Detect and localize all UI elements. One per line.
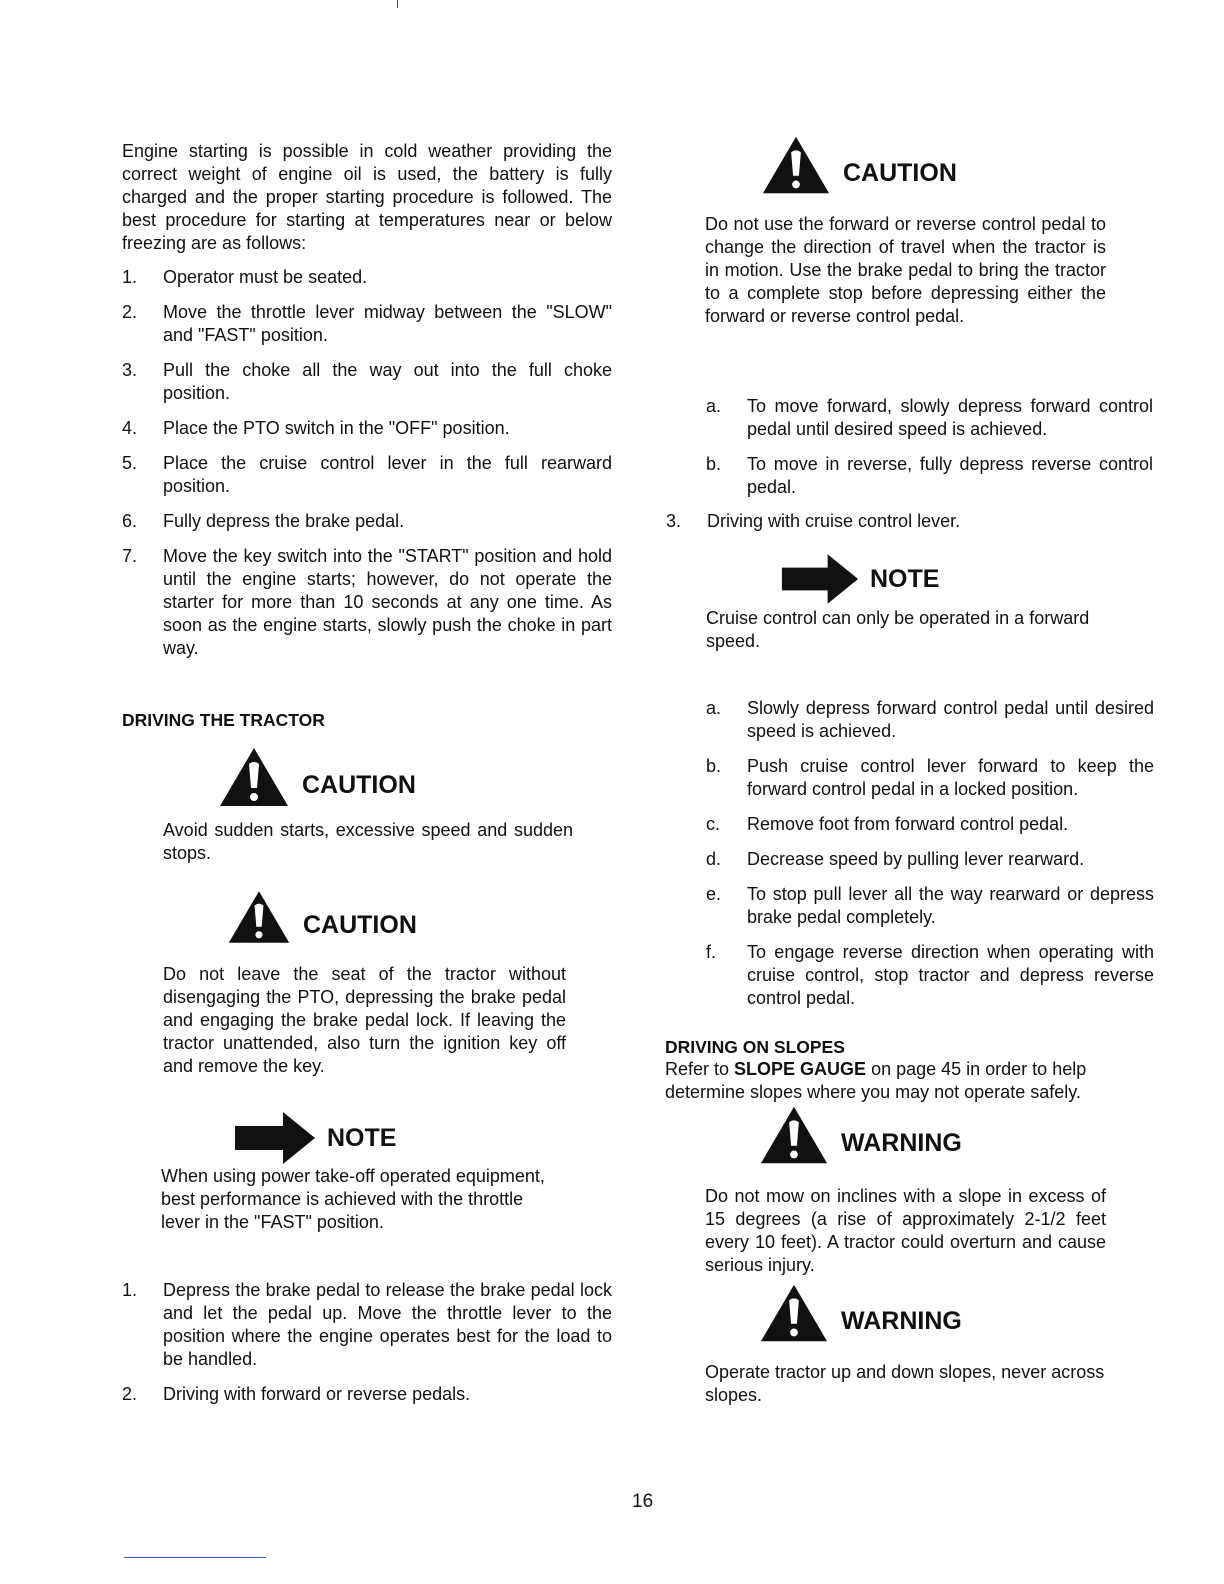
footer-rule xyxy=(124,1557,266,1558)
intro-paragraph: Engine starting is possible in cold weather providing the correct weight of engine oil is used, the battery is fully charged and the proper starting procedure is followed. The best procedure for starting at temperatures near or below freezing are as follows: xyxy=(122,141,612,253)
list-item: f. To engage reverse direction when operating with cruise control, stop tractor and depress reverse control pedal. xyxy=(706,942,1154,1008)
note-label: NOTE xyxy=(327,1123,397,1152)
caution-sign-1 xyxy=(218,746,416,808)
list-item: 7. Move the key switch into the "START" position and hold until the engine starts; however, do not operate the starter for more than 10 seconds at any one time. As soon as the engine starts, slowly push the choke in part way. xyxy=(122,546,612,658)
driving-heading: DRIVING THE TRACTOR xyxy=(122,710,325,730)
warning-triangle-icon xyxy=(761,134,831,196)
note-text-1: When using power take-off operated equipment, best performance is achieved with the throttle lever in the "FAST" position. xyxy=(161,1166,545,1232)
note-sign-2 xyxy=(780,550,939,608)
list-item: 5. Place the cruise control lever in the full rearward position. xyxy=(122,453,612,496)
list-item: b. Push cruise control lever forward to keep the forward control pedal in a locked position. xyxy=(706,756,1154,799)
list-item: b. To move in reverse, fully depress reverse control pedal. xyxy=(706,454,1153,497)
warning-label: WARNING xyxy=(841,1128,962,1157)
note-label: NOTE xyxy=(870,564,940,593)
list-item: 3. Pull the choke all the way out into the full choke position. xyxy=(122,360,612,403)
caution-text-1: Avoid sudden starts, excessive speed and sudden stops. xyxy=(163,820,573,863)
pedal-steps-list xyxy=(706,395,1153,511)
caution-label: CAUTION xyxy=(843,158,957,187)
caution-text-3: Do not use the forward or reverse control pedal to change the direction of travel when the tractor is in motion. Use the brake pedal to bring the tractor to a complete stop before depressing either the forward or reverse control pedal. xyxy=(705,214,1106,326)
list-item: e. To stop pull lever all the way rearward or depress brake pedal completely. xyxy=(706,884,1154,927)
list-item: c. Remove foot from forward control pedal. xyxy=(706,814,1069,834)
note-sign-1 xyxy=(233,1108,396,1168)
list-item: 1. Depress the brake pedal to release the brake pedal lock and let the pedal up. Move the throttle lever to the position where the engine operates best for the load to be handled. xyxy=(122,1280,612,1369)
list-item: a. To move forward, slowly depress forward control pedal until desired speed is achieved. xyxy=(706,396,1153,439)
cruise-step-list xyxy=(666,510,1153,545)
warning-label: WARNING xyxy=(841,1306,962,1335)
scan-mark xyxy=(397,0,398,8)
page-number: 16 xyxy=(632,1491,654,1512)
list-item: a. Slowly depress forward control pedal until desired speed is achieved. xyxy=(706,698,1154,741)
caution-label: CAUTION xyxy=(303,910,417,939)
warning-text-1: Do not mow on inclines with a slope in excess of 15 degrees (a rise of approximately 2-1/2 feet every 10 feet). A tractor could overturn and cause serious injury. xyxy=(705,1186,1106,1275)
list-item: 2. Driving with forward or reverse pedals. xyxy=(122,1384,471,1404)
slopes-intro: Refer to SLOPE GAUGE on page 45 in order to help determine slopes where you may not operate safely. xyxy=(665,1059,1087,1102)
arrow-right-icon xyxy=(780,550,860,608)
warning-text-2: Operate tractor up and down slopes, never across slopes. xyxy=(705,1362,1105,1405)
list-item: 3. Driving with cruise control lever. xyxy=(666,511,961,531)
warning-triangle-icon xyxy=(227,886,291,948)
note-text-2: Cruise control can only be operated in a forward speed. xyxy=(706,608,1090,651)
caution-label: CAUTION xyxy=(302,770,416,799)
starting-steps-list xyxy=(122,266,612,672)
cruise-steps-list xyxy=(706,697,1154,1022)
list-item: 2. Move the throttle lever midway between the "SLOW" and "FAST" position. xyxy=(122,302,612,345)
warning-triangle-icon xyxy=(759,1282,829,1344)
caution-sign-2 xyxy=(227,886,417,948)
driving-steps-list xyxy=(122,1279,612,1418)
caution-text-2: Do not leave the seat of the tractor without disengaging the PTO, depressing the brake pedal and engaging the brake pedal lock. If leaving the tractor unattended, also turn the ignition key off and remove the key. xyxy=(163,964,566,1076)
warning-sign-1 xyxy=(759,1104,962,1166)
warning-sign-2 xyxy=(759,1282,962,1344)
list-item: 6. Fully depress the brake pedal. xyxy=(122,511,405,531)
caution-sign-3 xyxy=(761,134,957,196)
list-item: 4. Place the PTO switch in the "OFF" position. xyxy=(122,418,510,438)
warning-triangle-icon xyxy=(759,1104,829,1166)
slopes-heading: DRIVING ON SLOPES xyxy=(665,1037,845,1057)
arrow-right-icon xyxy=(233,1108,317,1168)
list-item: d. Decrease speed by pulling lever rearward. xyxy=(706,849,1085,869)
warning-triangle-icon xyxy=(218,746,290,808)
list-item: 1. Operator must be seated. xyxy=(122,267,368,287)
